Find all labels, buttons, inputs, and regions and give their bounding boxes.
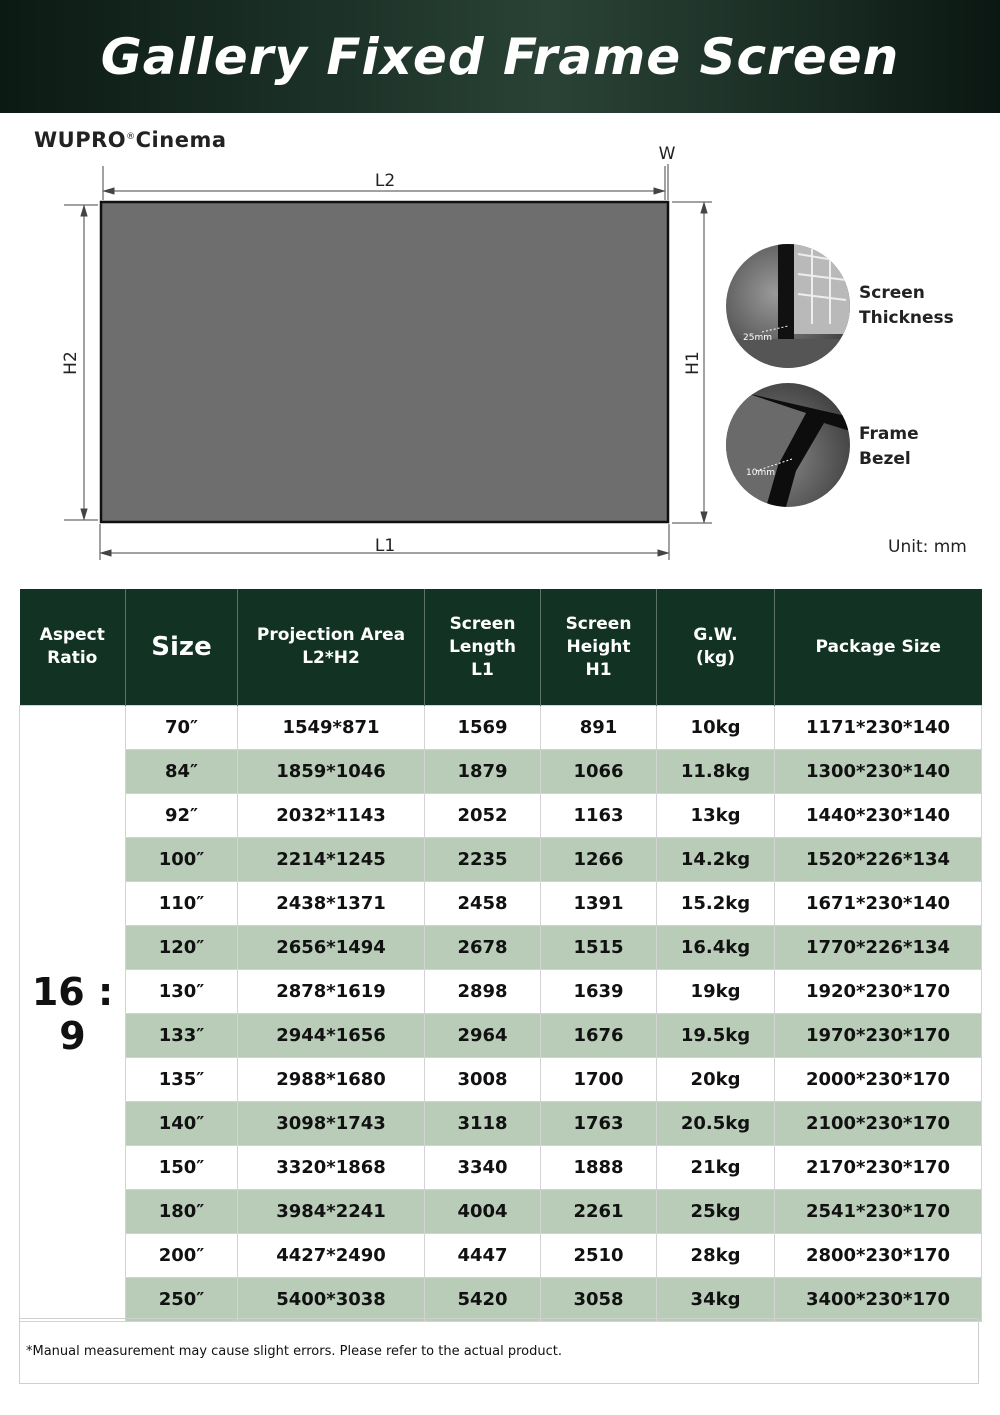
- screen-thickness-photo: [726, 244, 850, 368]
- l2-label: L2: [374, 171, 396, 191]
- table-row: [20, 1146, 982, 1190]
- size-cell: 135″: [126, 1058, 238, 1102]
- projection-area-cell: 2438*1371: [238, 882, 425, 926]
- screen-height-cell: 2261: [541, 1190, 657, 1234]
- projection-area-cell: 2988*1680: [238, 1058, 425, 1102]
- callout-line2: Thickness: [859, 308, 954, 328]
- package-size-cell: 1970*230*170: [775, 1014, 982, 1058]
- header-screen-length: Screen Length L1: [425, 589, 541, 706]
- gross-weight-cell: 14.2kg: [657, 838, 775, 882]
- table-row: [20, 1278, 982, 1322]
- projection-area-cell: 2214*1245: [238, 838, 425, 882]
- projection-area-cell: 3098*1743: [238, 1102, 425, 1146]
- screen-height-cell: 2510: [541, 1234, 657, 1278]
- brand-name: WUPRO: [34, 128, 127, 152]
- footnote: *Manual measurement may cause slight errors. Please refer to the actual product.: [19, 1318, 979, 1384]
- screen-length-cell: 5420: [425, 1278, 541, 1322]
- screen-surface: [101, 202, 668, 522]
- gross-weight-cell: 19kg: [657, 970, 775, 1014]
- header-gross-weight: G.W. (kg): [657, 589, 775, 706]
- package-size-cell: 2541*230*170: [775, 1190, 982, 1234]
- size-cell: 70″: [126, 706, 238, 750]
- screen-height-cell: 3058: [541, 1278, 657, 1322]
- screen-height-cell: 1391: [541, 882, 657, 926]
- size-cell: 130″: [126, 970, 238, 1014]
- projection-area-cell: 1549*871: [238, 706, 425, 750]
- gross-weight-cell: 16.4kg: [657, 926, 775, 970]
- l1-label: L1: [374, 536, 396, 556]
- header-projection-area: Projection Area L2*H2: [238, 589, 425, 706]
- aspect-ratio-cell: 16 : 9: [20, 706, 126, 1322]
- size-cell: 84″: [126, 750, 238, 794]
- size-cell: 200″: [126, 1234, 238, 1278]
- page-title: Gallery Fixed Frame Screen: [100, 27, 900, 86]
- h2-label: H2: [61, 351, 81, 375]
- package-size-cell: 1300*230*140: [775, 750, 982, 794]
- size-cell: 110″: [126, 882, 238, 926]
- projection-area-cell: 1859*1046: [238, 750, 425, 794]
- gross-weight-cell: 15.2kg: [657, 882, 775, 926]
- projection-area-cell: 2878*1619: [238, 970, 425, 1014]
- spec-table: [19, 589, 982, 1322]
- screen-height-cell: 1888: [541, 1146, 657, 1190]
- table-row: [20, 838, 982, 882]
- gross-weight-cell: 13kg: [657, 794, 775, 838]
- screen-length-cell: 2678: [425, 926, 541, 970]
- screen-height-cell: 891: [541, 706, 657, 750]
- screen-length-cell: 1569: [425, 706, 541, 750]
- table-row: [20, 1190, 982, 1234]
- header-screen-height: Screen Height H1: [541, 589, 657, 706]
- gross-weight-cell: 21kg: [657, 1146, 775, 1190]
- screen-length-cell: 3118: [425, 1102, 541, 1146]
- screen-height-cell: 1676: [541, 1014, 657, 1058]
- screen-length-cell: 2235: [425, 838, 541, 882]
- gross-weight-cell: 10kg: [657, 706, 775, 750]
- table-row: [20, 970, 982, 1014]
- size-cell: 92″: [126, 794, 238, 838]
- package-size-cell: 2000*230*170: [775, 1058, 982, 1102]
- screen-length-cell: 2898: [425, 970, 541, 1014]
- bezel-measure: 10mm: [746, 468, 775, 478]
- size-cell: 140″: [126, 1102, 238, 1146]
- projection-area-cell: 5400*3038: [238, 1278, 425, 1322]
- unit-label: Unit: mm: [888, 537, 967, 557]
- h1-label: H1: [683, 351, 703, 375]
- table-row: [20, 1234, 982, 1278]
- table-row: [20, 1102, 982, 1146]
- projection-area-cell: 2032*1143: [238, 794, 425, 838]
- table-row: [20, 794, 982, 838]
- screen-height-cell: 1066: [541, 750, 657, 794]
- screen-dimension-diagram: [0, 113, 1000, 573]
- gross-weight-cell: 34kg: [657, 1278, 775, 1322]
- table-row: [20, 706, 982, 750]
- screen-height-cell: 1515: [541, 926, 657, 970]
- table-header-row: [20, 589, 982, 706]
- gross-weight-cell: 20.5kg: [657, 1102, 775, 1146]
- gross-weight-cell: 20kg: [657, 1058, 775, 1102]
- table-row: [20, 1014, 982, 1058]
- thickness-measure: 25mm: [743, 333, 772, 343]
- screen-height-cell: 1700: [541, 1058, 657, 1102]
- size-cell: 250″: [126, 1278, 238, 1322]
- projection-area-cell: 3320*1868: [238, 1146, 425, 1190]
- screen-length-cell: 2052: [425, 794, 541, 838]
- size-cell: 180″: [126, 1190, 238, 1234]
- screen-height-cell: 1763: [541, 1102, 657, 1146]
- screen-length-cell: 4004: [425, 1190, 541, 1234]
- package-size-cell: 1671*230*140: [775, 882, 982, 926]
- projection-area-cell: 3984*2241: [238, 1190, 425, 1234]
- package-size-cell: 2100*230*170: [775, 1102, 982, 1146]
- screen-length-cell: 2964: [425, 1014, 541, 1058]
- screen-height-cell: 1163: [541, 794, 657, 838]
- screen-length-cell: 3008: [425, 1058, 541, 1102]
- package-size-cell: 1171*230*140: [775, 706, 982, 750]
- screen-length-cell: 1879: [425, 750, 541, 794]
- screen-length-cell: 2458: [425, 882, 541, 926]
- brand-suffix: Cinema: [135, 128, 227, 152]
- gross-weight-cell: 19.5kg: [657, 1014, 775, 1058]
- projection-area-cell: 2944*1656: [238, 1014, 425, 1058]
- callout-line1: Screen: [859, 283, 925, 303]
- size-cell: 150″: [126, 1146, 238, 1190]
- registered-mark: ®: [126, 132, 136, 142]
- screen-length-cell: 3340: [425, 1146, 541, 1190]
- size-cell: 100″: [126, 838, 238, 882]
- table-row: [20, 750, 982, 794]
- screen-height-cell: 1266: [541, 838, 657, 882]
- gross-weight-cell: 28kg: [657, 1234, 775, 1278]
- package-size-cell: 1920*230*170: [775, 970, 982, 1014]
- frame-bezel-callout: [859, 422, 919, 472]
- callout-line1: Frame: [859, 424, 919, 444]
- size-cell: 133″: [126, 1014, 238, 1058]
- screen-length-cell: 4447: [425, 1234, 541, 1278]
- header-aspect-ratio: Aspect Ratio: [20, 589, 126, 706]
- package-size-cell: 2800*230*170: [775, 1234, 982, 1278]
- title-banner: [0, 0, 1000, 113]
- w-label: W: [658, 144, 676, 164]
- callout-line2: Bezel: [859, 449, 911, 469]
- header-size: Size: [126, 589, 238, 706]
- package-size-cell: 2170*230*170: [775, 1146, 982, 1190]
- package-size-cell: 1440*230*140: [775, 794, 982, 838]
- header-package-size: Package Size: [775, 589, 982, 706]
- table-row: [20, 926, 982, 970]
- size-cell: 120″: [126, 926, 238, 970]
- screen-height-cell: 1639: [541, 970, 657, 1014]
- table-row: [20, 1058, 982, 1102]
- screen-thickness-callout: [859, 281, 954, 331]
- gross-weight-cell: 11.8kg: [657, 750, 775, 794]
- table-row: [20, 882, 982, 926]
- package-size-cell: 1770*226*134: [775, 926, 982, 970]
- projection-area-cell: 4427*2490: [238, 1234, 425, 1278]
- gross-weight-cell: 25kg: [657, 1190, 775, 1234]
- projection-area-cell: 2656*1494: [238, 926, 425, 970]
- package-size-cell: 3400*230*170: [775, 1278, 982, 1322]
- package-size-cell: 1520*226*134: [775, 838, 982, 882]
- frame-bezel-photo: [726, 383, 850, 507]
